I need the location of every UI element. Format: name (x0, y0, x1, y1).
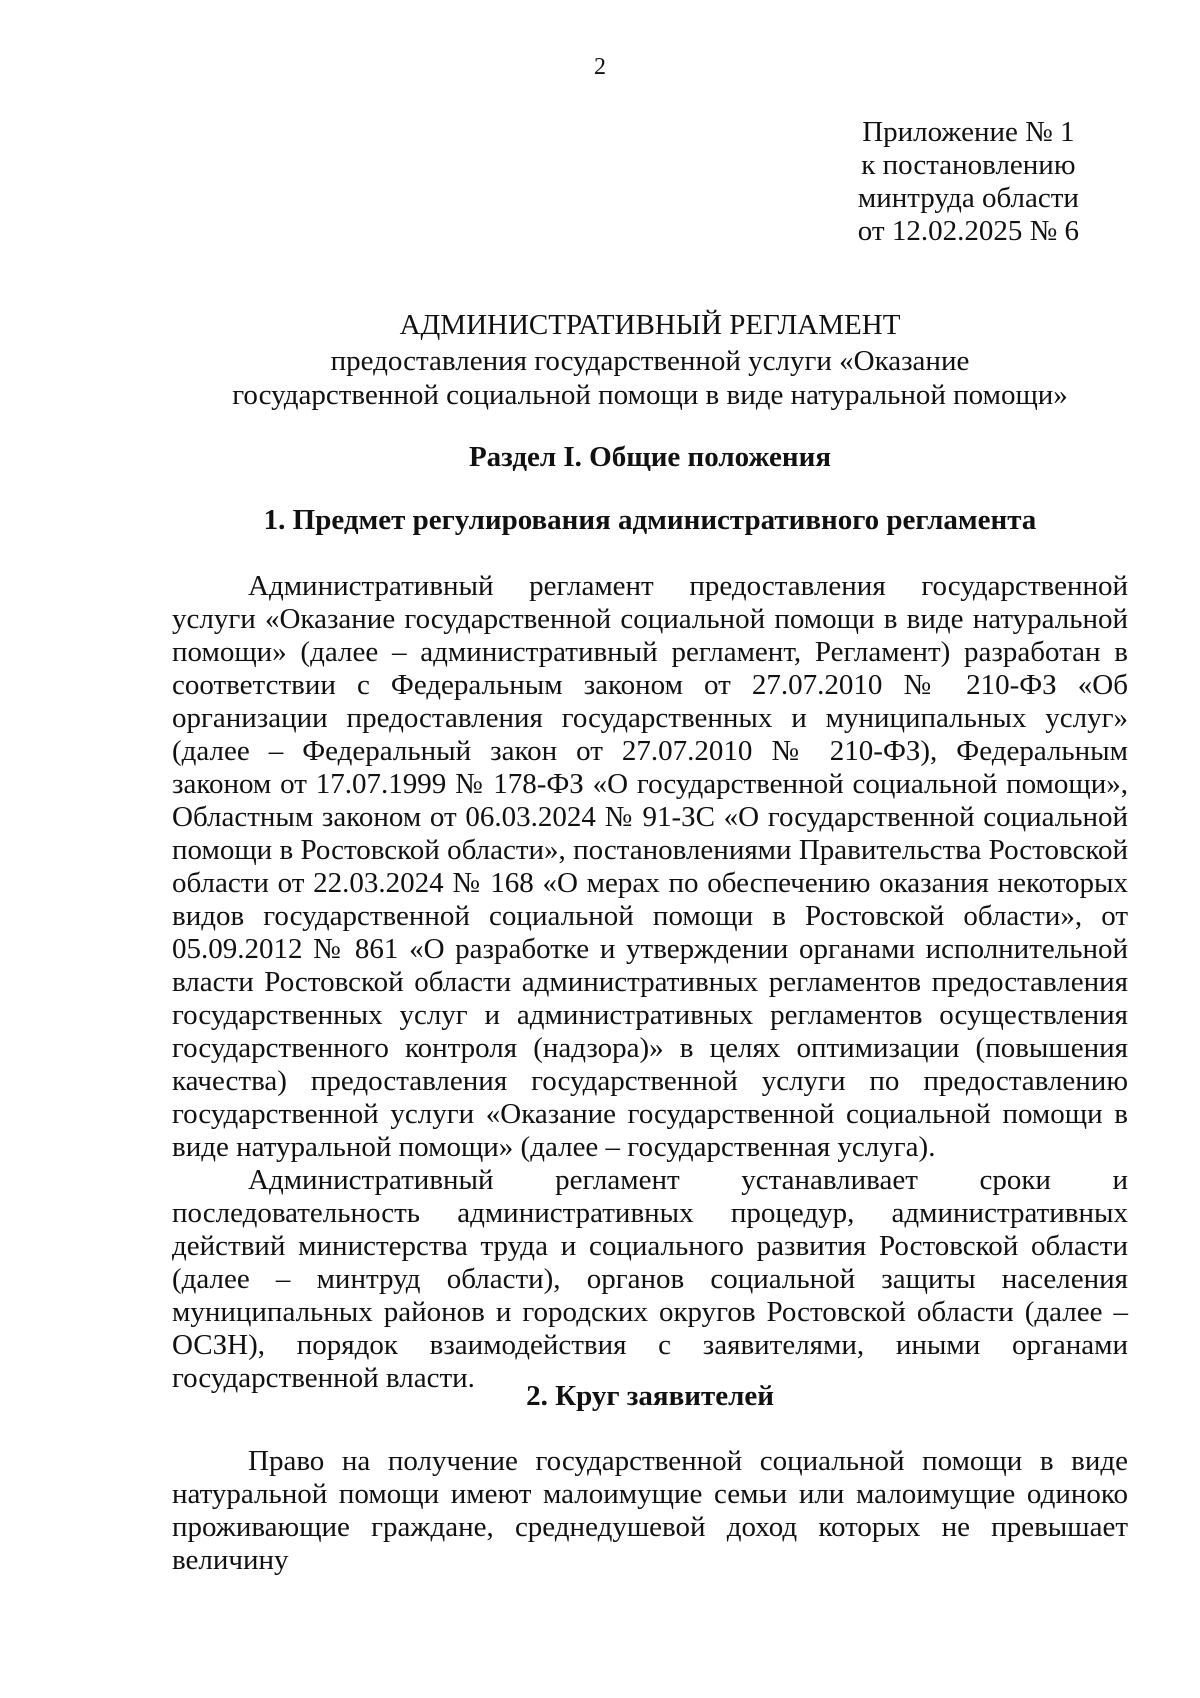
appendix-line-4: от 12.02.2025 № 6 (857, 215, 1079, 247)
appendix-line-1: Приложение № 1 (862, 116, 1075, 148)
appendix-line-2: к постановлению (861, 149, 1076, 181)
document-title (172, 308, 1128, 412)
subsection-heading-1: 1. Предмет регулирования административного регламента (263, 504, 1037, 536)
section-heading: Раздел I. Общие положения (468, 441, 832, 473)
paragraph: Право на получение государственной социальной помощи в виде натуральной помощи имеют малоимущие семьи или малоимущие одиноко проживающие граждане, среднедушевой доход которых не превышает величину (172, 1445, 1128, 1576)
title-main: АДМИНИСТРАТИВНЫЙ РЕГЛАМЕНТ (399, 309, 901, 341)
appendix-line-3: минтруда области (857, 182, 1079, 214)
title-sub-1: предоставления государственной услуги «Оказание (330, 345, 970, 377)
title-sub-2: государственной социальной помощи в виде натуральной помощи» (232, 379, 1068, 411)
subsection-2-body (172, 1445, 1128, 1577)
paragraph: Административный регламент устанавливает сроки и последовательность административных процедур, административных действий министерства труда и социального развития Ростовской области (далее – минтруд области), органов социальной защиты населения муниципальных районов и городских округов Ростовской области (далее – ОСЗН), порядок взаимодействия с заявителями, иными органами государственной власти. (172, 1164, 1128, 1394)
paragraph: Административный регламент предоставления государственной услуги «Оказание государственной социальной помощи в виде натуральной помощи» (далее – административный регламент, Регламент) разработан в соответствии с Федеральным законом от 27.07.2010 № 210-ФЗ «Об организации предоставления государственных и муниципальных услуг» (далее – Федеральный закон от 27.07.2010 № 210-ФЗ), Федеральным законом от 17.07.1999 № 178-ФЗ «О государственной социальной помощи», Областным законом от 06.03.2024 № 91-ЗС «О государственной социальной помощи в Ростовской области», постановлениями Правительства Ростовской области от 22.03.2024 № 168 «О мерах по обеспечению оказания некоторых видов государственной социальной помощи в Ростовской области», от 05.09.2012 № 861 «О разработке и утверждении органами исполнительной власти Ростовской области административных регламентов предоставления государственных услуг и административных регламентов осуществления государственного контроля (надзора)» в целях оптимизации (повышения качества) предоставления государственной услуги по предоставлению государственной услуги «Оказание государственной социальной помощи в виде натуральной помощи» (далее – государственная услуга). (172, 570, 1128, 1163)
page-number: 2 (594, 54, 606, 80)
appendix-stamp (858, 116, 1079, 248)
subsection-heading-2: 2. Круг заявителей (526, 1380, 774, 1412)
subsection-1-body (172, 570, 1128, 1395)
